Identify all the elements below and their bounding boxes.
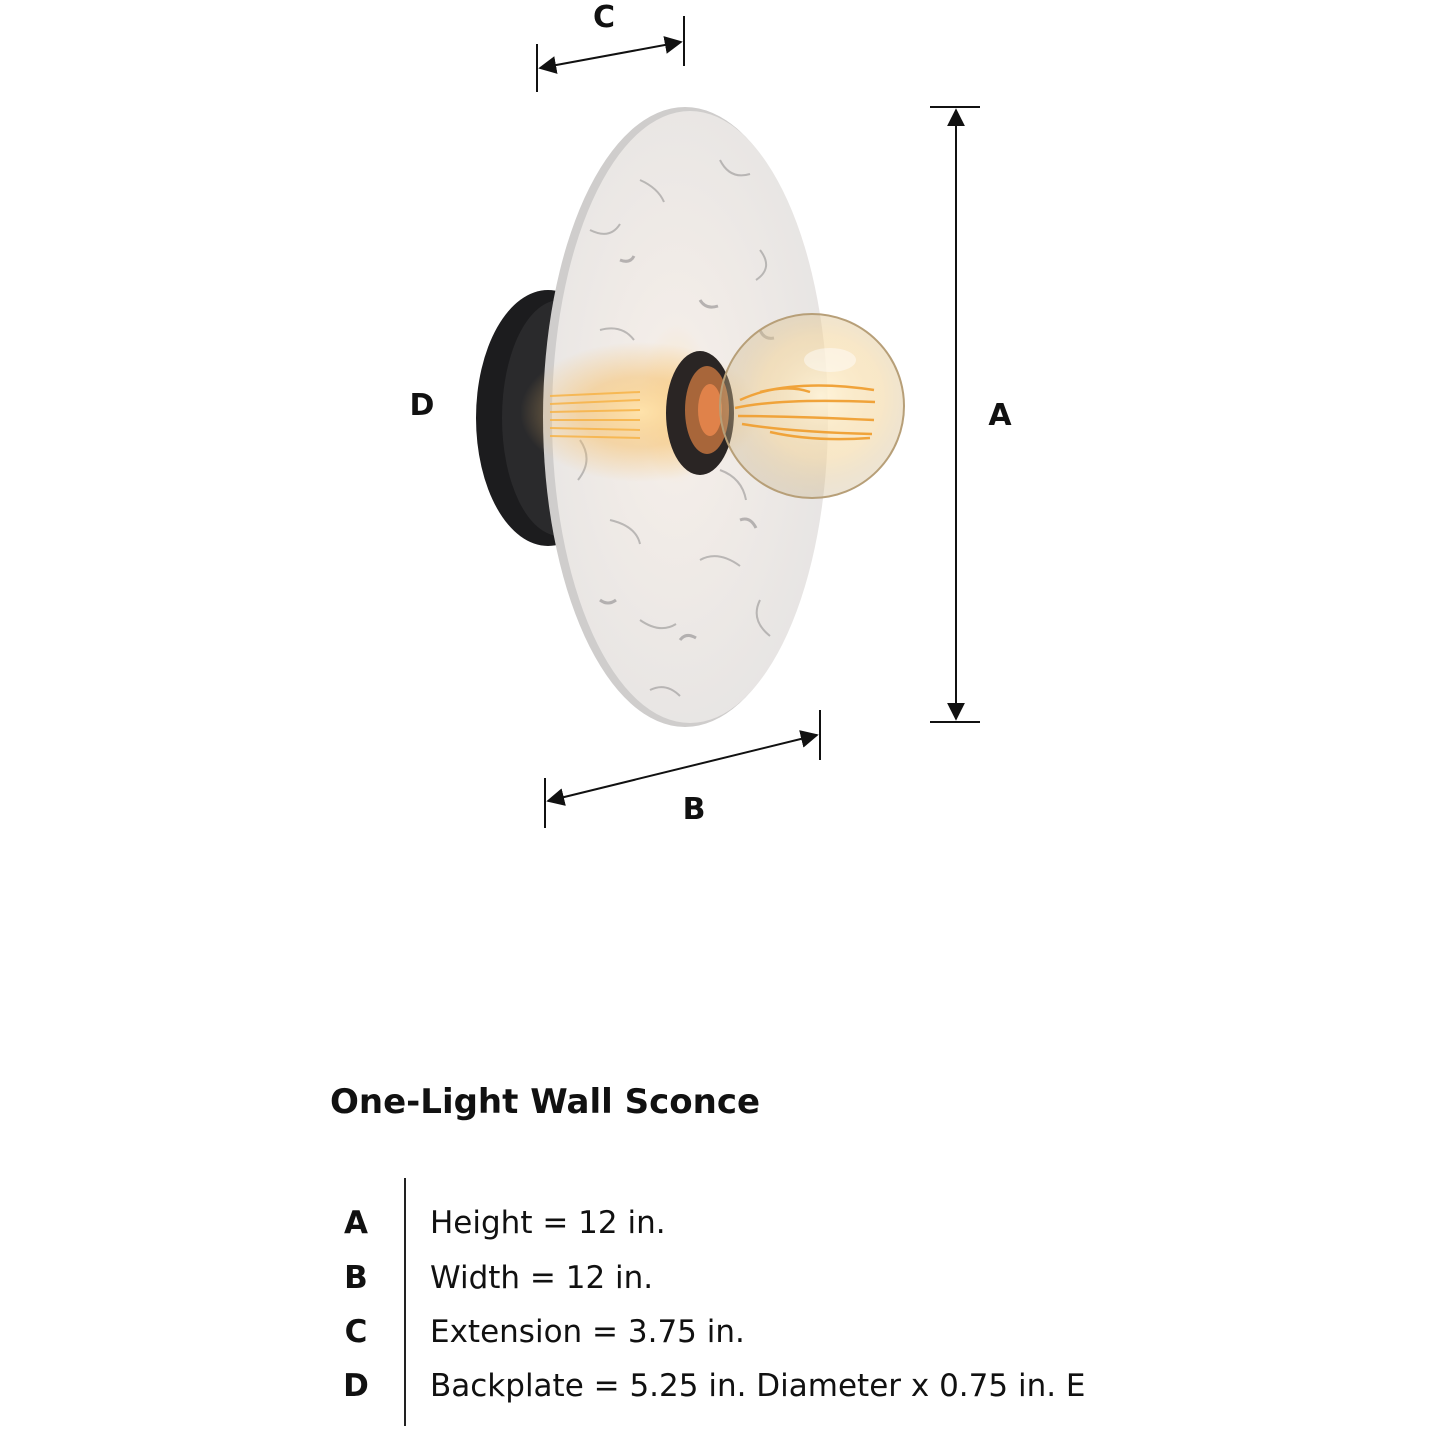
product-title: One-Light Wall Sconce <box>330 1082 761 1122</box>
spec-key: C <box>344 1314 368 1350</box>
spec-key: B <box>344 1260 368 1296</box>
spec-value: Height = 12 in. <box>430 1205 666 1241</box>
spec-row-width <box>330 1252 1380 1304</box>
dimension-line-a <box>930 107 980 722</box>
spec-key: A <box>344 1205 368 1241</box>
spec-key: D <box>343 1368 369 1404</box>
spec-row-height <box>330 1197 1380 1249</box>
light-bulb <box>720 314 904 498</box>
dimension-label-c: C <box>592 0 616 35</box>
dimension-label-a: A <box>988 398 1012 433</box>
spec-row-backplate <box>330 1360 1380 1412</box>
dimension-label-b: B <box>682 792 706 827</box>
spec-value: Extension = 3.75 in. <box>430 1314 745 1350</box>
spec-value: Backplate = 5.25 in. Diameter x 0.75 in. E <box>430 1368 1086 1404</box>
spec-value: Width = 12 in. <box>430 1260 654 1296</box>
spec-row-extension <box>330 1306 1380 1358</box>
dimension-label-d: D <box>409 388 435 423</box>
